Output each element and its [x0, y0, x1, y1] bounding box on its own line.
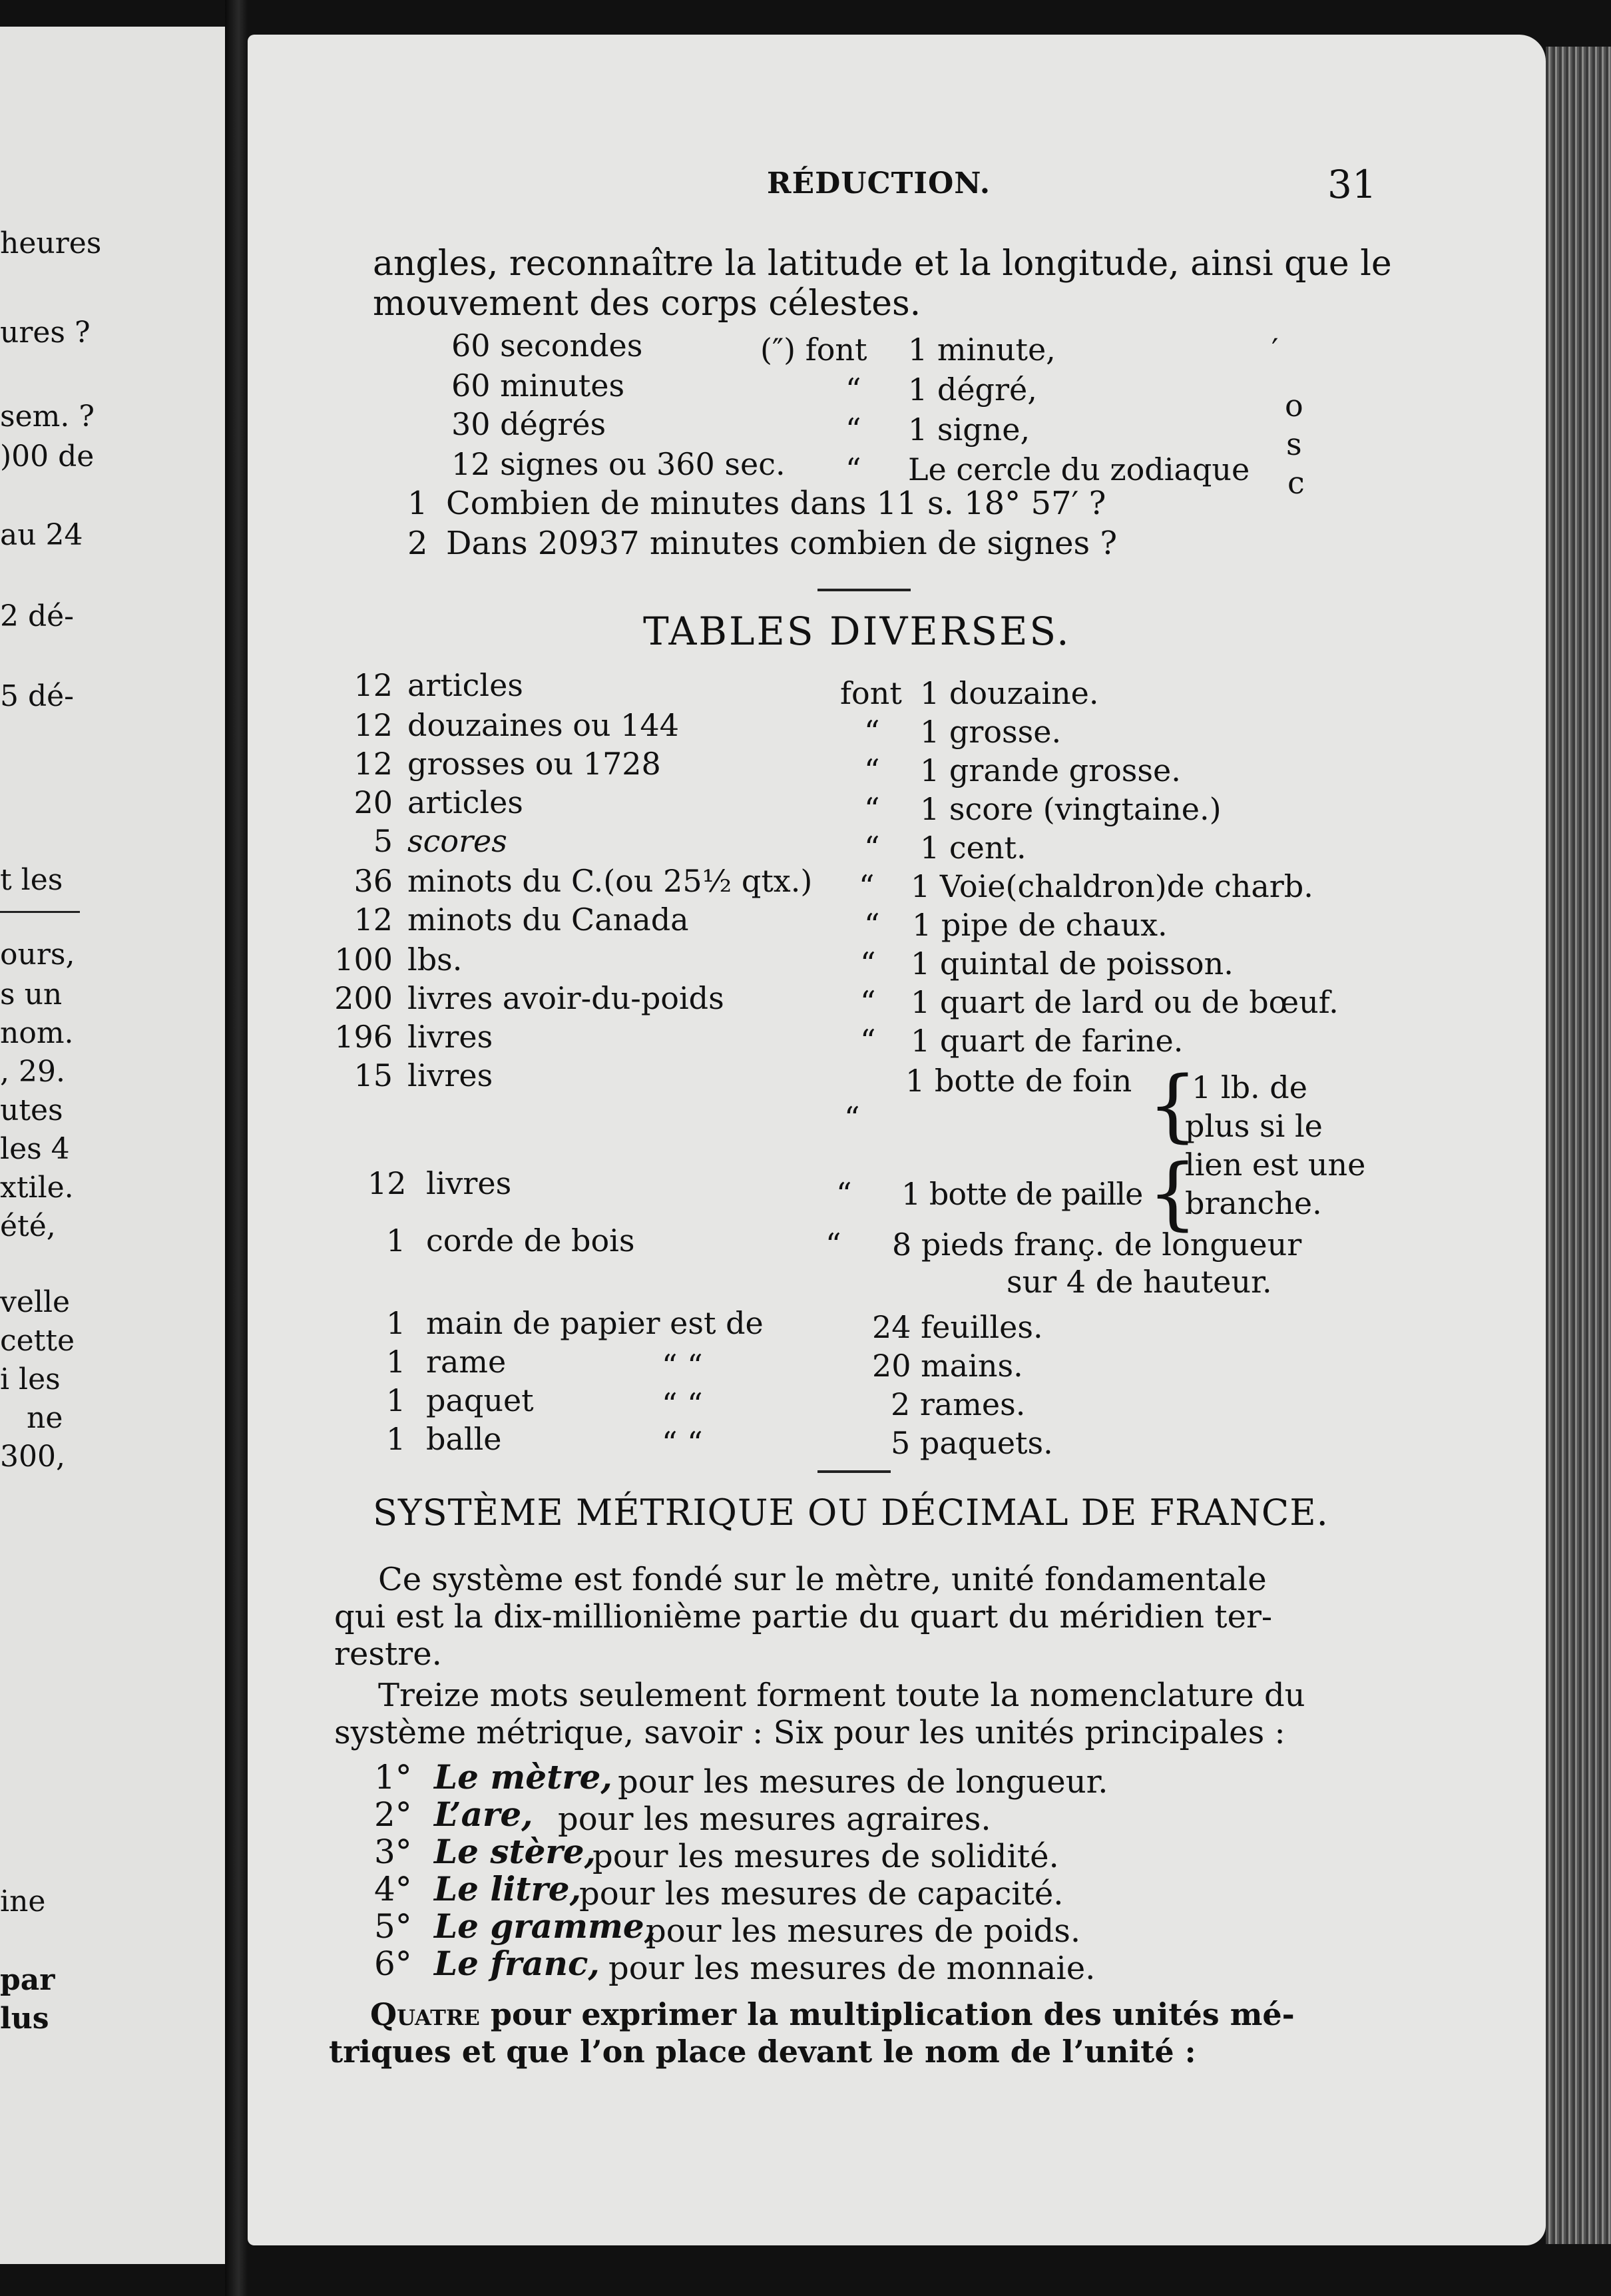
left-fragment: ne	[27, 1401, 63, 1435]
table-sep: “	[859, 868, 875, 904]
left-fragment: ures ?	[0, 316, 91, 350]
paper-result: 24 feuilles.	[872, 1309, 1043, 1345]
hay-note-line: lien est une	[1185, 1147, 1366, 1183]
paper-item: paquet	[426, 1382, 534, 1418]
table-sep: “	[864, 791, 880, 827]
left-fragment: , 29.	[0, 1055, 65, 1089]
table-result: 1 quart de farine.	[911, 1023, 1184, 1059]
angle-eq: 1 dégré,	[908, 372, 1037, 408]
angle-eq: Le cercle du zodiaque	[908, 451, 1250, 487]
paragraph-line	[370, 1996, 1295, 2032]
intro-line: mouvement des corps célestes.	[373, 284, 921, 324]
page-number: 31	[1327, 162, 1377, 207]
table-result: 1 botte de foin	[905, 1063, 1132, 1099]
book-gutter	[225, 0, 248, 2296]
table-result-continued: sur 4 de hauteur.	[1007, 1264, 1272, 1300]
angle-symbol: s	[1286, 426, 1302, 462]
paper-number: 1	[386, 1344, 406, 1380]
left-fragment: utes	[0, 1093, 63, 1127]
left-fragment: cette	[0, 1324, 75, 1358]
table-result: 8 pieds franç. de longueur	[892, 1227, 1302, 1263]
question-number: 2	[407, 525, 428, 562]
table-item: livres	[426, 1165, 512, 1201]
table-sep: “	[860, 1023, 876, 1059]
table-sep: “	[825, 1227, 841, 1263]
table-item: livres	[407, 1019, 493, 1055]
paper-result: 20 mains.	[872, 1348, 1023, 1384]
table-number: 20	[353, 784, 393, 820]
hay-note-line: branche.	[1185, 1185, 1322, 1221]
table-sep: “	[864, 907, 880, 943]
table-sep: “	[864, 714, 880, 750]
paper-marks: “ “	[662, 1425, 703, 1461]
paragraph-line: qui est la dix-millionième partie du quart du méridien ter-	[334, 1598, 1273, 1635]
book-page	[248, 35, 1546, 2245]
paragraph-lead: Quatre	[370, 1996, 480, 2032]
unit-description: pour les mesures de capacité.	[579, 1875, 1064, 1912]
paper-item: rame	[426, 1344, 507, 1380]
unit-description: pour les mesures agraires.	[558, 1801, 991, 1838]
paragraph-line: Treize mots seulement forment toute la nomenclature du	[378, 1677, 1305, 1714]
angle-qty: 30 dégrés	[451, 406, 606, 442]
angle-qty: 60 secondes	[451, 328, 643, 364]
table-number: 12	[367, 1165, 407, 1201]
angle-sep: (″) font	[760, 332, 867, 368]
angle-eq: 1 signe,	[908, 412, 1031, 447]
table-sep: “	[864, 752, 880, 788]
angle-eq: 1 minute,	[908, 332, 1056, 368]
paper-marks: “ “	[662, 1386, 703, 1422]
unit-description: pour les mesures de solidité.	[592, 1838, 1059, 1875]
paper-result: 5 paquets.	[891, 1425, 1053, 1461]
paragraph-line: triques et que l’on place devant le nom de l’unité :	[329, 2034, 1196, 2070]
angle-sep: “	[845, 412, 861, 447]
table-sep: “	[864, 830, 880, 866]
table-sep: “	[860, 984, 876, 1020]
left-fragment: ine	[0, 1884, 46, 1918]
table-result: 1 cent.	[920, 830, 1027, 866]
table-result: 1 botte de paille	[901, 1176, 1143, 1212]
paragraph-line: système métrique, savoir : Six pour les unités principales :	[334, 1714, 1285, 1751]
unit-description: pour les mesures de poids.	[646, 1912, 1081, 1950]
table-number: 12	[353, 667, 393, 703]
left-fragment: lus	[0, 2002, 49, 2036]
left-fragment: 2 dé-	[0, 599, 75, 633]
table-item: douzaines ou 144	[407, 707, 679, 743]
table-item: livres avoir-du-poids	[407, 980, 724, 1016]
table-item: lbs.	[407, 942, 463, 978]
table-result: 1 quart de lard ou de bœuf.	[911, 984, 1339, 1020]
question-number: 1	[407, 485, 428, 522]
left-brace: {	[1148, 1147, 1198, 1239]
left-fragment: 300,	[0, 1440, 65, 1474]
left-fragment: )00 de	[0, 439, 95, 473]
unit-number: 3°	[374, 1833, 412, 1871]
table-sep: font	[840, 675, 902, 711]
unit-number: 4°	[374, 1870, 412, 1908]
table-result: 1 grosse.	[920, 714, 1062, 750]
table-number: 196	[334, 1019, 393, 1055]
paper-number: 1	[386, 1421, 406, 1457]
table-number: 36	[353, 863, 393, 899]
table-sep: “	[860, 946, 876, 982]
metric-heading: SYSTÈME MÉTRIQUE OU DÉCIMAL DE FRANCE.	[373, 1492, 1329, 1534]
paper-result: 2 rames.	[891, 1386, 1026, 1422]
paper-item: balle	[426, 1421, 502, 1457]
unit-name: Le franc,	[434, 1944, 600, 1983]
table-item: articles	[407, 784, 523, 820]
left-fragment: 5 dé-	[0, 679, 75, 713]
angle-qty: 12 signes ou 360 sec.	[451, 446, 786, 482]
left-rule	[0, 911, 80, 913]
unit-number: 2°	[374, 1795, 412, 1834]
question-text: Dans 20937 minutes combien de signes ?	[446, 525, 1118, 562]
unit-description: pour les mesures de monnaie.	[608, 1950, 1096, 1987]
unit-name: L’are,	[434, 1795, 533, 1834]
left-fragment: par	[0, 1963, 55, 1997]
table-number: 12	[353, 707, 393, 743]
angle-qty: 60 minutes	[451, 368, 625, 404]
left-fragment: nom.	[0, 1016, 74, 1050]
table-number: 5	[373, 823, 393, 859]
table-result: 1 quintal de poisson.	[911, 946, 1234, 982]
paper-marks: “ “	[662, 1348, 703, 1384]
page-edges	[1546, 47, 1611, 2244]
unit-description: pour les mesures de longueur.	[618, 1763, 1108, 1801]
table-sep: “	[844, 1100, 860, 1136]
unit-number: 5°	[374, 1907, 412, 1946]
table-number: 12	[353, 746, 393, 782]
unit-number: 1°	[374, 1758, 412, 1797]
section-rule	[817, 589, 911, 591]
paper-item: main de papier est de	[426, 1305, 764, 1341]
hay-note-line: plus si le	[1185, 1108, 1323, 1144]
left-fragment: velle	[0, 1285, 71, 1319]
table-number: 12	[353, 902, 393, 938]
paragraph-line: Ce système est fondé sur le mètre, unité fondamentale	[378, 1561, 1267, 1598]
angle-symbol: c	[1287, 465, 1305, 501]
angle-sep: “	[845, 372, 861, 408]
table-result: 1 Voie(chaldron)de charb.	[911, 868, 1313, 904]
unit-name: Le litre,	[434, 1869, 582, 1908]
intro-line: angles, reconnaître la latitude et la longitude, ainsi que le	[373, 244, 1392, 284]
unit-name: Le gramme,	[434, 1906, 656, 1946]
table-number: 15	[353, 1057, 393, 1093]
left-brace: {	[1148, 1059, 1198, 1151]
table-result: 1 douzaine.	[920, 675, 1099, 711]
table-item: scores	[407, 823, 507, 859]
paragraph-rest: pour exprimer la multiplication des unités mé-	[490, 1996, 1295, 2032]
table-item: articles	[407, 667, 523, 703]
table-sep: “	[836, 1176, 852, 1212]
left-fragment: ours,	[0, 938, 75, 972]
left-fragment: heures	[0, 226, 102, 260]
table-number: 1	[386, 1223, 406, 1259]
left-fragment: au 24	[0, 518, 83, 552]
unit-name: Le mètre,	[434, 1757, 612, 1797]
table-item: minots du Canada	[407, 902, 689, 938]
table-number: 100	[334, 942, 393, 978]
angle-symbol: o	[1285, 388, 1303, 424]
left-page	[0, 27, 225, 2264]
angle-symbol: ′	[1271, 332, 1279, 368]
table-item: livres	[407, 1057, 493, 1093]
left-fragment: été,	[0, 1209, 56, 1243]
unit-number: 6°	[374, 1944, 412, 1983]
left-fragment: les 4	[0, 1132, 70, 1166]
hay-note-line: 1 lb. de	[1192, 1069, 1307, 1105]
left-fragment: i les	[0, 1362, 61, 1396]
section-rule	[817, 1470, 891, 1473]
running-header: RÉDUCTION.	[767, 166, 991, 200]
angle-sep: “	[845, 451, 861, 487]
unit-name: Le stère,	[434, 1832, 596, 1871]
left-fragment: s un	[0, 978, 63, 1011]
left-fragment: xtile.	[0, 1171, 74, 1205]
paper-number: 1	[386, 1382, 406, 1418]
table-result: 1 score (vingtaine.)	[920, 791, 1222, 827]
table-result: 1 grande grosse.	[920, 752, 1181, 788]
paper-number: 1	[386, 1305, 406, 1341]
table-number: 200	[334, 980, 393, 1016]
table-result: 1 pipe de chaux.	[912, 907, 1168, 943]
left-fragment: t les	[0, 863, 63, 897]
table-item: corde de bois	[426, 1223, 635, 1259]
tables-heading: TABLES DIVERSES.	[643, 609, 1071, 654]
table-item: grosses ou 1728	[407, 746, 661, 782]
left-fragment: sem. ?	[0, 400, 95, 433]
paragraph-line: restre.	[334, 1635, 442, 1673]
question-text: Combien de minutes dans 11 s. 18° 57′ ?	[446, 485, 1106, 522]
table-item: minots du C.(ou 25½ qtx.)	[407, 863, 813, 899]
